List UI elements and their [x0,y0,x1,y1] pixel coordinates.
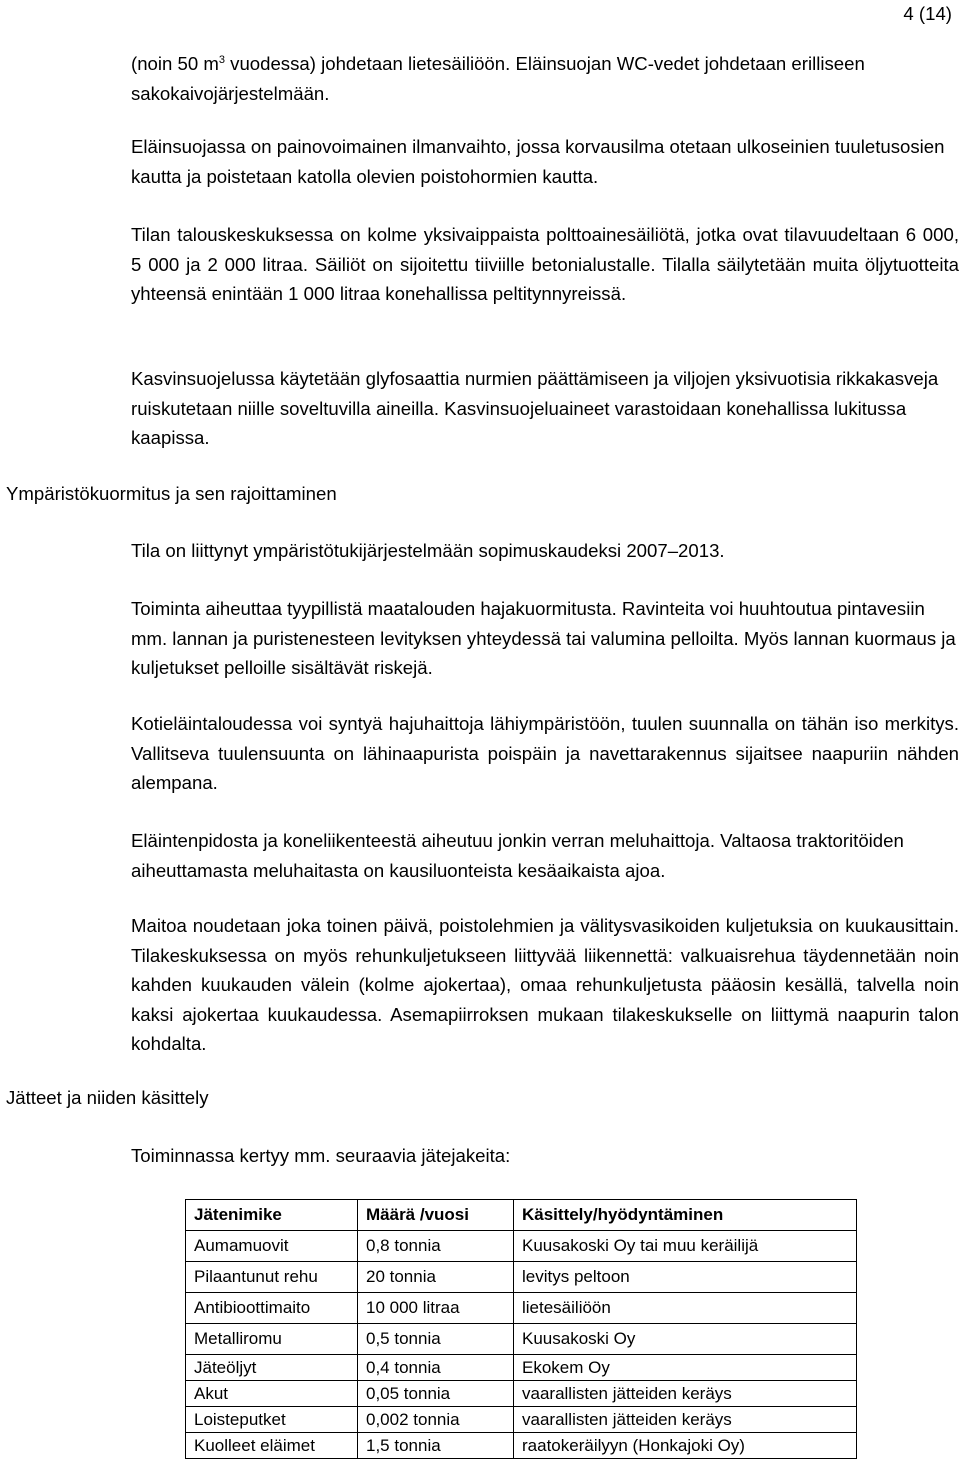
table-row [186,1355,857,1381]
p10-text: Toiminnassa kertyy mm. seuraavia jätejakeita: [131,1145,511,1166]
table-row [186,1231,857,1262]
table-row [186,1381,857,1407]
p1-pre: (noin 50 m [131,53,219,75]
p7-text: Kotieläintaloudessa voi syntyä hajuhaittoja lähiympäristöön, tuulen suunnalla on tähän iso merkitys. Vallitseva tuulensuunta on lähinaapurista poispäin ja navettarakennus sijaitsee naapuriin nähden alempana. [131,713,959,793]
table-row [186,1324,857,1355]
paragraph-traffic [131,911,959,1059]
paragraph-support-system [131,536,959,566]
table-row [186,1407,857,1433]
paragraph-nutrient-load [131,594,959,683]
cell-handling: Kuusakoski Oy tai muu keräilijä [514,1231,857,1262]
p9-text: Maitoa noudetaan joka toinen päivä, poistolehmien ja välitysvasikoiden kuljetuksia on kuukausittain. Tilakeskuksessa on myös rehunkuljetukseen liittyvää liikennettä: valkuaisrehua täydennetään noin kahden kuukauden välein (kolme ajokertaa), omaa rehunkuljetusta pääosin kesällä, talvella noin kaksi ajokertaa kuukaudessa. Asemapiirroksen mukaan tilakeskukselle on liittymä naapurin talon kohdalta. [131,915,959,1054]
cell-amount: 0,5 tonnia [358,1324,514,1355]
page-number: 4 (14) [903,3,952,24]
p4-text: Kasvinsuojelussa käytetään glyfosaattia nurmien päättämiseen ja viljojen yksivuotisia rikkakasveja ruiskutetaan niille soveltuvilla aineilla. Kasvinsuojeluaineet varastoidaan konehallissa lukitussa kaapissa. [131,368,939,448]
cell-waste-name: Jäteöljyt [186,1355,358,1381]
cell-handling: levitys peltoon [514,1262,857,1293]
cell-waste-name: Antibioottimaito [186,1293,358,1324]
cell-handling: vaarallisten jätteiden keräys [514,1381,857,1407]
column-header-amount: Määrä /vuosi [358,1200,514,1231]
cell-amount: 1,5 tonnia [358,1433,514,1459]
p1-post: vuodessa) johdetaan lietesäiliöön. Eläinsuojan WC-vedet johdetaan erilliseen sakokaivojärjestelmään. [131,53,865,104]
table-row [186,1433,857,1459]
p8-text: Eläintenpidosta ja koneliikenteestä aiheutuu jonkin verran meluhaittoja. Valtaosa traktoritöiden aiheuttamasta meluhaitasta on kausiluonteista kesäaikaista ajoa. [131,830,904,881]
table-header-row [186,1200,857,1231]
table-row [186,1293,857,1324]
cell-waste-name: Loisteputket [186,1407,358,1433]
p5-text: Tila on liittynyt ympäristötukijärjestelmään sopimuskaudeksi 2007–2013. [131,540,725,561]
cell-handling: vaarallisten jätteiden keräys [514,1407,857,1433]
cell-handling: raatokeräilyyn (Honkajoki Oy) [514,1433,857,1459]
cell-waste-name: Pilaantunut rehu [186,1262,358,1293]
cell-waste-name: Metalliromu [186,1324,358,1355]
cell-waste-name: Aumamuovit [186,1231,358,1262]
p2-text: Eläinsuojassa on painovoimainen ilmanvaihto, jossa korvausilma otetaan ulkoseinien tuuletusosien kautta ja poistetaan katolla olevien poistohormien kautta. [131,136,945,187]
cell-amount: 0,8 tonnia [358,1231,514,1262]
paragraph-fuel-tanks [131,220,959,309]
waste-table [185,1199,857,1459]
cell-handling: Ekokem Oy [514,1355,857,1381]
table-row [186,1262,857,1293]
column-header-handling: Käsittely/hyödyntäminen [514,1200,857,1231]
cell-amount: 0,4 tonnia [358,1355,514,1381]
cell-waste-name: Kuolleet eläimet [186,1433,358,1459]
cell-amount: 10 000 litraa [358,1293,514,1324]
cell-amount: 0,002 tonnia [358,1407,514,1433]
column-header-waste-name: Jätenimike [186,1200,358,1231]
cell-waste-name: Akut [186,1381,358,1407]
p1-superscript: 3 [218,54,225,66]
paragraph-odour [131,709,959,798]
paragraph-waste-intro [131,1141,959,1171]
section-heading-environment: Ympäristökuormitus ja sen rajoittaminen [6,483,337,504]
cell-handling: Kuusakoski Oy [514,1324,857,1355]
paragraph-noise [131,826,959,885]
cell-handling: lietesäiliöön [514,1293,857,1324]
section-heading-waste: Jätteet ja niiden käsittely [6,1087,209,1108]
paragraph-manure [131,46,959,108]
p3-text: Tilan talouskeskuksessa on kolme yksivaippaista polttoainesäiliötä, jotka ovat tilavuudeltaan 6 000, 5 000 ja 2 000 litraa. Säiliöt on sijoitettu tiiviille betonialustalle. Tilalla säilytetään muita öljytuotteita yhteensä enintään 1 000 litraa konehallissa peltitynnyreissä. [131,224,959,304]
cell-amount: 20 tonnia [358,1262,514,1293]
cell-amount: 0,05 tonnia [358,1381,514,1407]
paragraph-pesticides [131,364,959,453]
paragraph-ventilation [131,132,959,191]
p6-text: Toiminta aiheuttaa tyypillistä maatalouden hajakuormitusta. Ravinteita voi huuhtoutua pintavesiin mm. lannan ja puristenesteen levityksen yhteydessä tai valumina pelloilta. Myös lannan kuormaus ja kuljetukset pelloille sisältävät riskejä. [131,598,956,678]
